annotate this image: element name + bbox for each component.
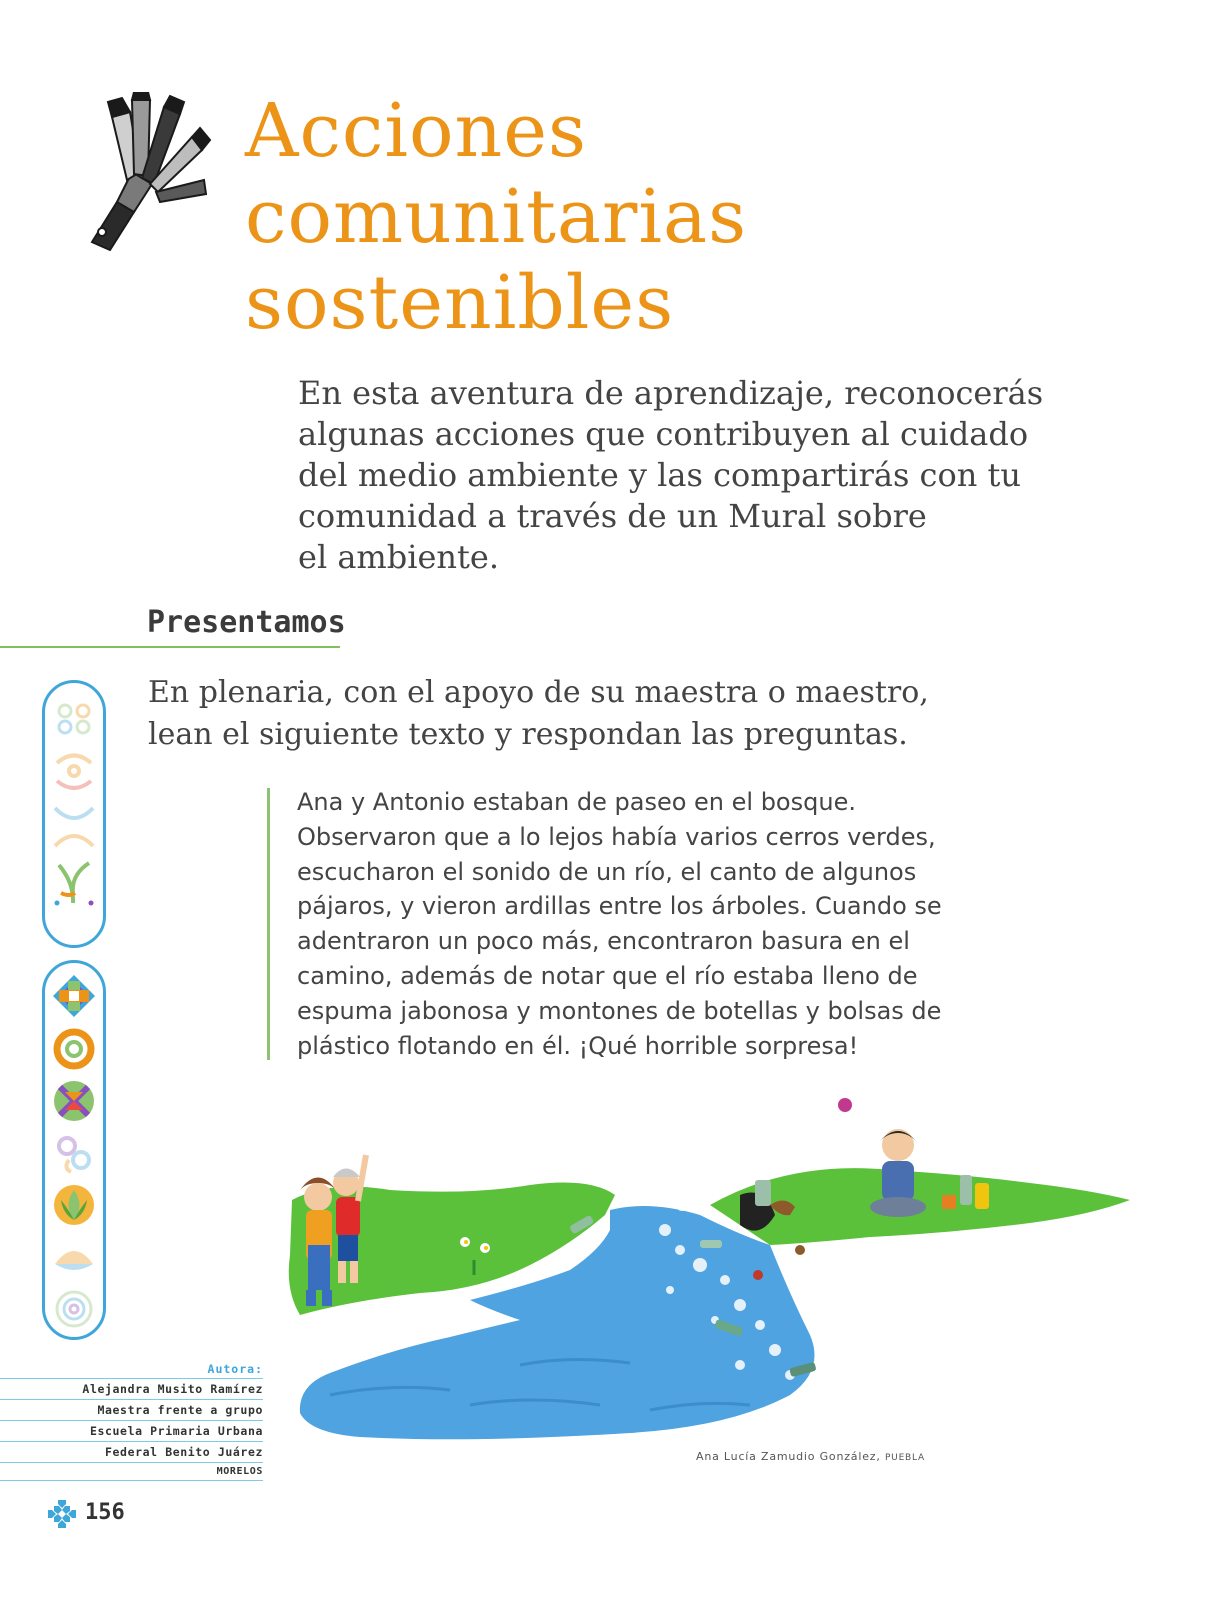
reading-line: pájaros, y vieron ardillas entre los árboles. Cuando se xyxy=(297,892,942,921)
reading-line: espuma jabonosa y montones de botellas y bolsas de xyxy=(297,996,942,1025)
section-divider xyxy=(0,646,340,648)
circles-icon xyxy=(49,693,99,743)
chain-icon xyxy=(49,1127,99,1179)
reading-accent-bar xyxy=(267,788,270,1060)
illustration-credit xyxy=(696,1450,925,1463)
reading-line: adentraron un poco más, encontraron basura en el xyxy=(297,927,910,956)
page-number: 156 xyxy=(85,1500,125,1525)
author-state: MORELOS xyxy=(0,1462,263,1481)
page-title xyxy=(245,88,1145,346)
credit-state: PUEBLA xyxy=(884,1453,926,1463)
ring-icon xyxy=(49,1023,99,1075)
reading-line: plástico flotando en él. ¡Qué horrible sorpresa! xyxy=(297,1031,859,1060)
title-line: Acciones xyxy=(245,88,587,174)
author-role: Maestra frente a grupo xyxy=(0,1399,263,1420)
intro-line: comunidad a través de un Mural sobre xyxy=(298,497,927,535)
paintbrushes-icon xyxy=(72,92,212,252)
intro-line: algunas acciones que contribuyen al cuidado xyxy=(298,415,1029,453)
title-line: comunitarias xyxy=(245,174,748,260)
instructions-line: En plenaria, con el apoyo de su maestra o maestro, xyxy=(148,675,929,710)
reading-line: Observaron que a lo lejos había varios cerros verdes, xyxy=(297,822,936,851)
plant-figure-icon xyxy=(49,853,99,913)
river-pollution-illustration xyxy=(270,1065,1140,1460)
hourglass-icon xyxy=(49,1075,99,1127)
credit-name: Ana Lucía Zamudio González, xyxy=(696,1450,881,1463)
spiral-icon xyxy=(49,1283,99,1335)
lotus-icon xyxy=(49,1179,99,1231)
author-name: Alejandra Musito Ramírez xyxy=(0,1378,263,1399)
sidebar-phase-pill xyxy=(42,680,106,948)
intro-line: del medio ambiente y las compartirás con tu xyxy=(298,456,1021,494)
author-school: Federal Benito Juárez xyxy=(0,1441,263,1462)
reading-line: camino, además de notar que el río estaba lleno de xyxy=(297,961,918,990)
instructions-line: lean el siguiente texto y respondan las preguntas. xyxy=(148,717,908,752)
reading-line: Ana y Antonio estaban de paseo en el bosque. xyxy=(297,788,856,816)
sidebar-axis-pill xyxy=(42,960,106,1340)
intro-line: En esta aventura de aprendizaje, reconocerás xyxy=(298,374,1044,412)
star-cross-icon xyxy=(49,969,99,1023)
reading-text xyxy=(297,785,1037,1063)
reading-line: escucharon el sonido de un río, el canto de algunos xyxy=(297,857,917,886)
cross-emblem-icon xyxy=(48,1500,76,1528)
author-label: Autora: xyxy=(207,1362,263,1376)
figure-outline-icon xyxy=(49,798,99,853)
intro-paragraph xyxy=(298,373,1058,578)
title-line: sostenibles xyxy=(245,260,675,346)
author-block xyxy=(0,1362,263,1481)
intro-line: el ambiente. xyxy=(298,538,499,576)
author-school: Escuela Primaria Urbana xyxy=(0,1420,263,1441)
shell-icon xyxy=(49,1231,99,1283)
instructions-paragraph xyxy=(148,672,1048,756)
figure-faded-icon xyxy=(49,743,99,798)
section-heading: Presentamos xyxy=(147,605,346,640)
